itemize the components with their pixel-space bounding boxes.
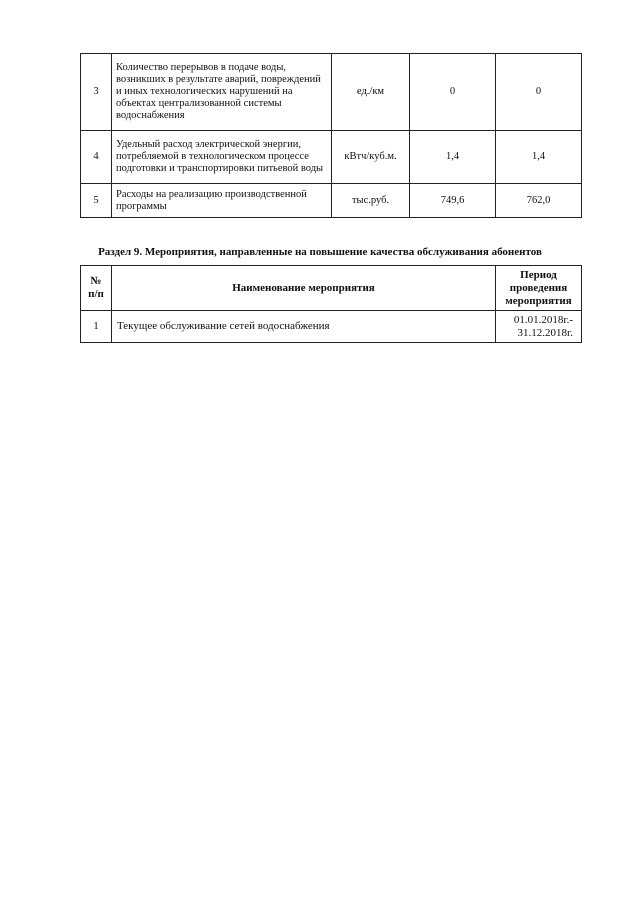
- header-period-line2: проведения: [509, 281, 568, 294]
- indicator-name: Расходы на реализацию производственной программы: [112, 184, 332, 218]
- header-measure-name: Наименование мероприятия: [112, 266, 496, 311]
- indicator-name: Количество перерывов в подаче воды, возникших в результате аварий, повреждений и иных технологических нарушений на объектах централизованной системы водоснабжения: [112, 54, 332, 131]
- table-row: [81, 311, 582, 343]
- indicator-value-a: 0: [410, 54, 496, 131]
- row-number: 5: [81, 184, 112, 218]
- table-row: [81, 184, 582, 218]
- period-start: 01.01.2018г.-: [513, 313, 573, 326]
- measure-period: [496, 311, 582, 343]
- indicators-table: [80, 53, 582, 218]
- measure-name: Текущее обслуживание сетей водоснабжения: [112, 311, 496, 343]
- section-heading: Раздел 9. Мероприятия, направленные на повышение качества обслуживания абонентов: [98, 246, 542, 258]
- header-period: [496, 266, 582, 311]
- indicator-name: Удельный расход электрической энергии, потребляемой в технологическом процессе подготовки и транспортировки питьевой воды: [112, 131, 332, 184]
- measures-table: [80, 265, 582, 343]
- indicator-value-b: 0: [496, 54, 582, 131]
- row-number: 1: [81, 311, 112, 343]
- indicator-unit: тыс.руб.: [332, 184, 410, 218]
- indicator-value-b: 762,0: [496, 184, 582, 218]
- header-number: [81, 266, 112, 311]
- indicator-value-a: 749,6: [410, 184, 496, 218]
- table-header-row: [81, 266, 582, 311]
- header-number-line2: п/п: [88, 288, 104, 300]
- header-period-line3: мероприятия: [505, 294, 572, 307]
- header-number-line1: №: [90, 275, 102, 287]
- period-end: 31.12.2018г.: [517, 326, 573, 339]
- indicator-unit: ед./км: [332, 54, 410, 131]
- table-row: [81, 131, 582, 184]
- indicator-value-a: 1,4: [410, 131, 496, 184]
- indicator-unit: кВтч/куб.м.: [332, 131, 410, 184]
- table-row: [81, 54, 582, 131]
- indicator-value-b: 1,4: [496, 131, 582, 184]
- header-period-line1: Период: [520, 268, 557, 281]
- row-number: 4: [81, 131, 112, 184]
- row-number: 3: [81, 54, 112, 131]
